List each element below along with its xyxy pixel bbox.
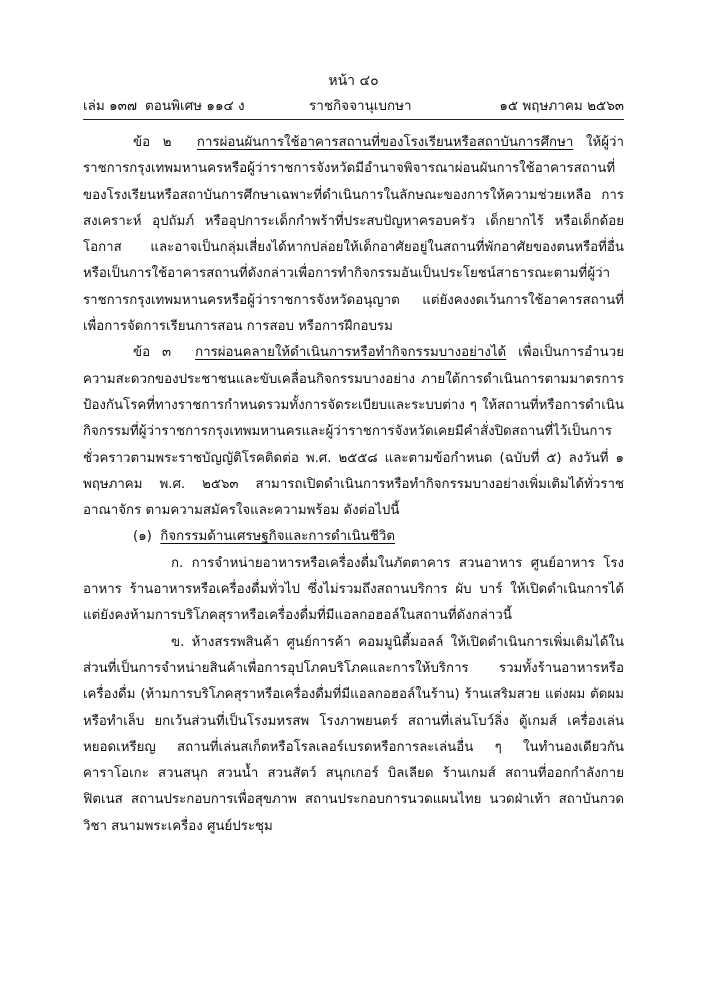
issue-date: ๑๕ พฤษภาคม ๒๕๖๓	[499, 98, 624, 114]
gazette-header	[83, 94, 624, 114]
article-2-title: การผ่อนผันการใช้อาคารสถานที่ของโรงเรียนหรือสถาบันการศึกษา	[196, 135, 574, 150]
section-1-lead: (๑)	[133, 529, 152, 545]
volume-label: เล่ม ๑๓๗	[83, 98, 138, 114]
item-a-paragraph: ก. การจำหน่ายอาหารหรือเครื่องดื่มในภัตตาคาร สวนอาหาร ศูนย์อาหาร โรงอาหาร ร้านอาหารหรือเครื่องดื่มทั่วไป ซึ่งไม่รวมถึงสถานบริการ ผับ บาร์ ให้เปิดดำเนินการได้ แต่ยังคงห้ามการบริโภคสุราหรือเครื่องดื่มที่มีแอลกอฮอล์ในสถานที่ดังกล่าวนี้	[83, 555, 624, 624]
article-2-text: ให้ผู้ว่าราชการกรุงเทพมหานครหรือผู้ว่าราชการจังหวัดมีอำนาจพิจารณาผ่อนผันการใช้อาคารสถานที่ของโรงเรียนหรือสถาบันการศึกษาเฉพาะที่ดำเนินการในลักษณะของการให้ความช่วยเหลือ การสงเคราะห์ อุปถัมภ์ หรืออุปการะเด็กกำพร้าที่ประสบปัญหาครอบครัว เด็กยากไร้ หรือเด็กด้อยโอกาส และอาจเป็นกลุ่มเสี่ยงได้หากปล่อยให้เด็กอาศัยอยู่ในสถานที่พักอาศัยของตนหรือที่อื่น หรือเป็นการใช้อาคารสถานที่ดังกล่าวเพื่อการทำกิจกรรมอันเป็นประโยชน์สาธารณะตามที่ผู้ว่าราชการกรุงเทพมหานครหรือผู้ว่าราชการจังหวัดอนุญาต แต่ยังคงงดเว้นการใช้อาคารสถานที่เพื่อการจัดการเรียนการสอน การสอบ หรือการฝึกอบรม	[83, 135, 624, 335]
item-b-paragraph: ข. ห้างสรรพสินค้า ศูนย์การค้า คอมมูนิตี้มอลล์ ให้เปิดดำเนินการเพิ่มเติมได้ในส่วนที่เป็นการจำหน่ายสินค้าเพื่อการอุปโภคบริโภคและการให้บริการ รวมทั้งร้านอาหารหรือเครื่องดื่ม (ห้ามการบริโภคสุราหรือเครื่องดื่มที่มีแอลกอฮอล์ในร้าน) ร้านเสริมสวย แต่งผม ตัดผมหรือทำเล็บ ยกเว้นส่วนที่เป็นโรงมหรสพ โรงภาพยนตร์ สถานที่เล่นโบว์ลิ่ง ตู้เกมส์ เครื่องเล่นหยอดเหรียญ สถานที่เล่นสเก็ตหรือโรลเลอร์เบรดหรือการละเล่นอื่น ๆ ในทำนองเดียวกัน คาราโอเกะ สวนสนุก สวนน้ำ สวนสัตว์ สนุกเกอร์ บิลเลียด ร้านเกมส์ สถานที่ออกกำลังกายฟิตเนส สถานประกอบการเพื่อสุขภาพ สถานประกอบการนวดแผนไทย นวดฝ่าเท้า สถาบันกวดวิชา สนามพระเครื่อง ศูนย์ประชุม	[83, 634, 624, 834]
header-rule	[83, 119, 624, 120]
special-issue-label: ตอนพิเศษ ๑๑๔ ง	[145, 98, 245, 114]
article-3-lead: ข้อ ๓	[133, 345, 172, 361]
gazette-name: ราชกิจจานุเบกษา	[309, 98, 412, 114]
article-2-paragraph	[83, 130, 624, 340]
section-1-title: กิจกรรมด้านเศรษฐกิจและการดำเนินชีวิต	[160, 529, 395, 545]
article-3-text: เพื่อเป็นการอำนวยความสะดวกของประชาชนและขับเคลื่อนกิจกรรมบางอย่าง ภายใต้การดำเนินการตามมาตรการป้องกันโรคที่ทางราชการกำหนดรวมทั้งการจัดระเบียบและระบบต่าง ๆ ให้สถานที่หรือการดำเนินกิจกรรมที่ผู้ว่าราชการกรุงเทพมหานครและผู้ว่าราชการจังหวัดเคยมีคำสั่งปิดสถานที่ไว้เป็นการชั่วคราวตามพระราชบัญญัติโรคติดต่อ พ.ศ. ๒๕๕๘ และตามข้อกำหนด (ฉบับที่ ๕) ลงวันที่ ๑ พฤษภาคม พ.ศ. ๒๕๖๓ สามารถเปิดดำเนินการหรือทำกิจกรรมบางอย่างเพิ่มเติมได้ทั่วราชอาณาจักร ตามความสมัครใจและความพร้อม ดังต่อไปนี้	[83, 345, 624, 519]
page-number: หน้า ๔๐	[328, 73, 379, 89]
article-3-paragraph	[83, 340, 624, 524]
document-body	[83, 130, 624, 840]
article-3-title: การผ่อนคลายให้ดำเนินการหรือทำกิจกรรมบางอย่างได้	[195, 345, 507, 361]
article-2-lead: ข้อ ๒	[133, 135, 172, 150]
section-1-heading	[83, 524, 624, 550]
